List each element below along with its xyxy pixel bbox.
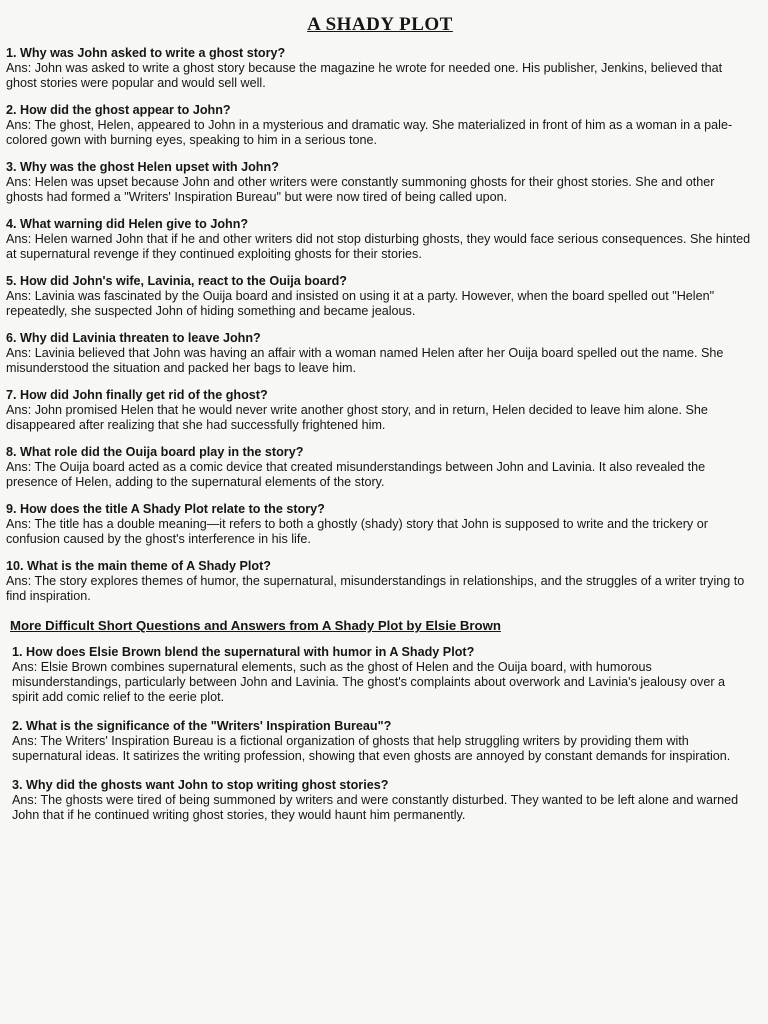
qa-item: [12, 778, 754, 823]
qa-item: [6, 445, 754, 490]
qa-item: [6, 559, 754, 604]
answer: Ans: Helen was upset because John and other writers were constantly summoning ghosts for their ghost stories. She and other ghosts had formed a "Writers' Inspiration Bureau" but were now tired of being called upon.: [6, 175, 715, 204]
question: 9. How does the title A Shady Plot relate to the story?: [6, 502, 325, 516]
answer: Ans: The Writers' Inspiration Bureau is a fictional organization of ghosts that help struggling writers by providing them with supernatural ideas. It satirizes the writing profession, showing that even ghosts are annoyed by constant demands for inspiration.: [12, 734, 731, 763]
question: 1. Why was John asked to write a ghost story?: [6, 46, 286, 60]
qa-item: [6, 103, 754, 148]
answer: Ans: The Ouija board acted as a comic device that created misunderstandings between John and Lavinia. It also revealed the presence of Helen, adding to the supernatural elements of the story.: [6, 460, 706, 489]
question: 2. What is the significance of the "Writers' Inspiration Bureau"?: [12, 719, 392, 733]
answer: Ans: Elsie Brown combines supernatural elements, such as the ghost of Helen and the Ouija board, with humorous misunderstandings, particularly between John and Lavinia. The ghost's complaints about overwork and Lavinia's jealousy over a spirit add comic relief to the eerie plot.: [12, 660, 726, 704]
qa-item: [6, 46, 754, 91]
question: 7. How did John finally get rid of the ghost?: [6, 388, 268, 402]
answer: Ans: John was asked to write a ghost story because the magazine he wrote for needed one. His publisher, Jenkins, believed that ghost stories were popular and would sell well.: [6, 61, 723, 90]
answer: Ans: The ghosts were tired of being summoned by writers and were constantly disturbed. They wanted to be left alone and warned John that if he continued writing ghost stories, they would haunt him permanently.: [12, 793, 739, 822]
qa-item: [6, 331, 754, 376]
qa-item: [12, 645, 754, 705]
qa-section-difficult: [6, 645, 754, 823]
question: 3. Why was the ghost Helen upset with John?: [6, 160, 279, 174]
question: 3. Why did the ghosts want John to stop writing ghost stories?: [12, 778, 389, 792]
question: 6. Why did Lavinia threaten to leave John?: [6, 331, 261, 345]
qa-item: [6, 388, 754, 433]
answer: Ans: The title has a double meaning—it refers to both a ghostly (shady) story that John is supposed to write and the trickery or confusion caused by the ghost's interference in his life.: [6, 517, 708, 546]
answer: Ans: The story explores themes of humor, the supernatural, misunderstandings in relationships, and the struggles of a writer trying to find inspiration.: [6, 574, 745, 603]
qa-item: [12, 719, 754, 764]
page-title: A SHADY PLOT: [307, 14, 453, 35]
qa-section-main: [6, 46, 754, 604]
question: 10. What is the main theme of A Shady Plot?: [6, 559, 271, 573]
question: 5. How did John's wife, Lavinia, react to the Ouija board?: [6, 274, 347, 288]
answer: Ans: The ghost, Helen, appeared to John in a mysterious and dramatic way. She materialized in front of him as a woman in a pale-colored gown with burning eyes, speaking to him in a serious tone.: [6, 118, 733, 147]
question: 4. What warning did Helen give to John?: [6, 217, 249, 231]
qa-item: [6, 502, 754, 547]
answer: Ans: Helen warned John that if he and other writers did not stop disturbing ghosts, they would face serious consequences. She hinted at supernatural revenge if they continued exploiting ghosts for their stories.: [6, 232, 751, 261]
answer: Ans: John promised Helen that he would never write another ghost story, and in return, Helen decided to leave him alone. She disappeared after realizing that she had successfully frightened him.: [6, 403, 708, 432]
qa-item: [6, 217, 754, 262]
qa-item: [6, 274, 754, 319]
question: 8. What role did the Ouija board play in the story?: [6, 445, 304, 459]
answer: Ans: Lavinia was fascinated by the Ouija board and insisted on using it at a party. However, when the board spelled out "Helen" repeatedly, she suspected John of hiding something and became jealous.: [6, 289, 715, 318]
answer: Ans: Lavinia believed that John was having an affair with a woman named Helen after her Ouija board spelled out the name. She misunderstood the situation and packed her bags to leave him.: [6, 346, 724, 375]
question: 1. How does Elsie Brown blend the supernatural with humor in A Shady Plot?: [12, 645, 475, 659]
section-heading: More Difficult Short Questions and Answers from A Shady Plot by Elsie Brown: [10, 618, 501, 633]
qa-item: [6, 160, 754, 205]
question: 2. How did the ghost appear to John?: [6, 103, 231, 117]
